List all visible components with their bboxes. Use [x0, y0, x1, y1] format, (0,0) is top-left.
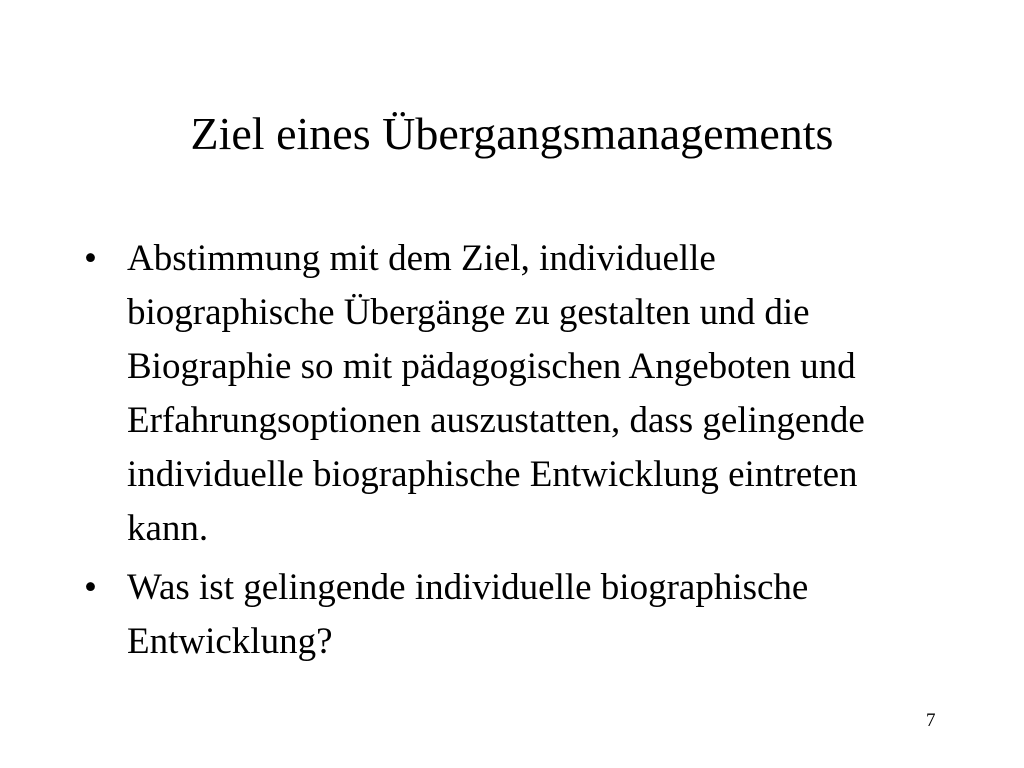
bullet-item	[84, 561, 924, 669]
bullet-icon: •	[84, 567, 97, 608]
page-number: 7	[926, 710, 936, 731]
bullet-icon: •	[84, 238, 97, 279]
slide-title: Ziel eines Übergangsmanagements	[190, 108, 834, 159]
bullet-item	[84, 232, 924, 556]
bullet-list	[84, 232, 924, 674]
bullet-text: Was ist gelingende individuelle biographische Entwicklung?	[127, 567, 809, 662]
bullet-text: Abstimmung mit dem Ziel, individuelle biographische Übergänge zu gestalten und die Biographie so mit pädagogischen Angeboten und Erfahrungsoptionen auszustatten, dass gelingende individuelle biographische Entwicklung eintreten kann.	[127, 238, 865, 549]
